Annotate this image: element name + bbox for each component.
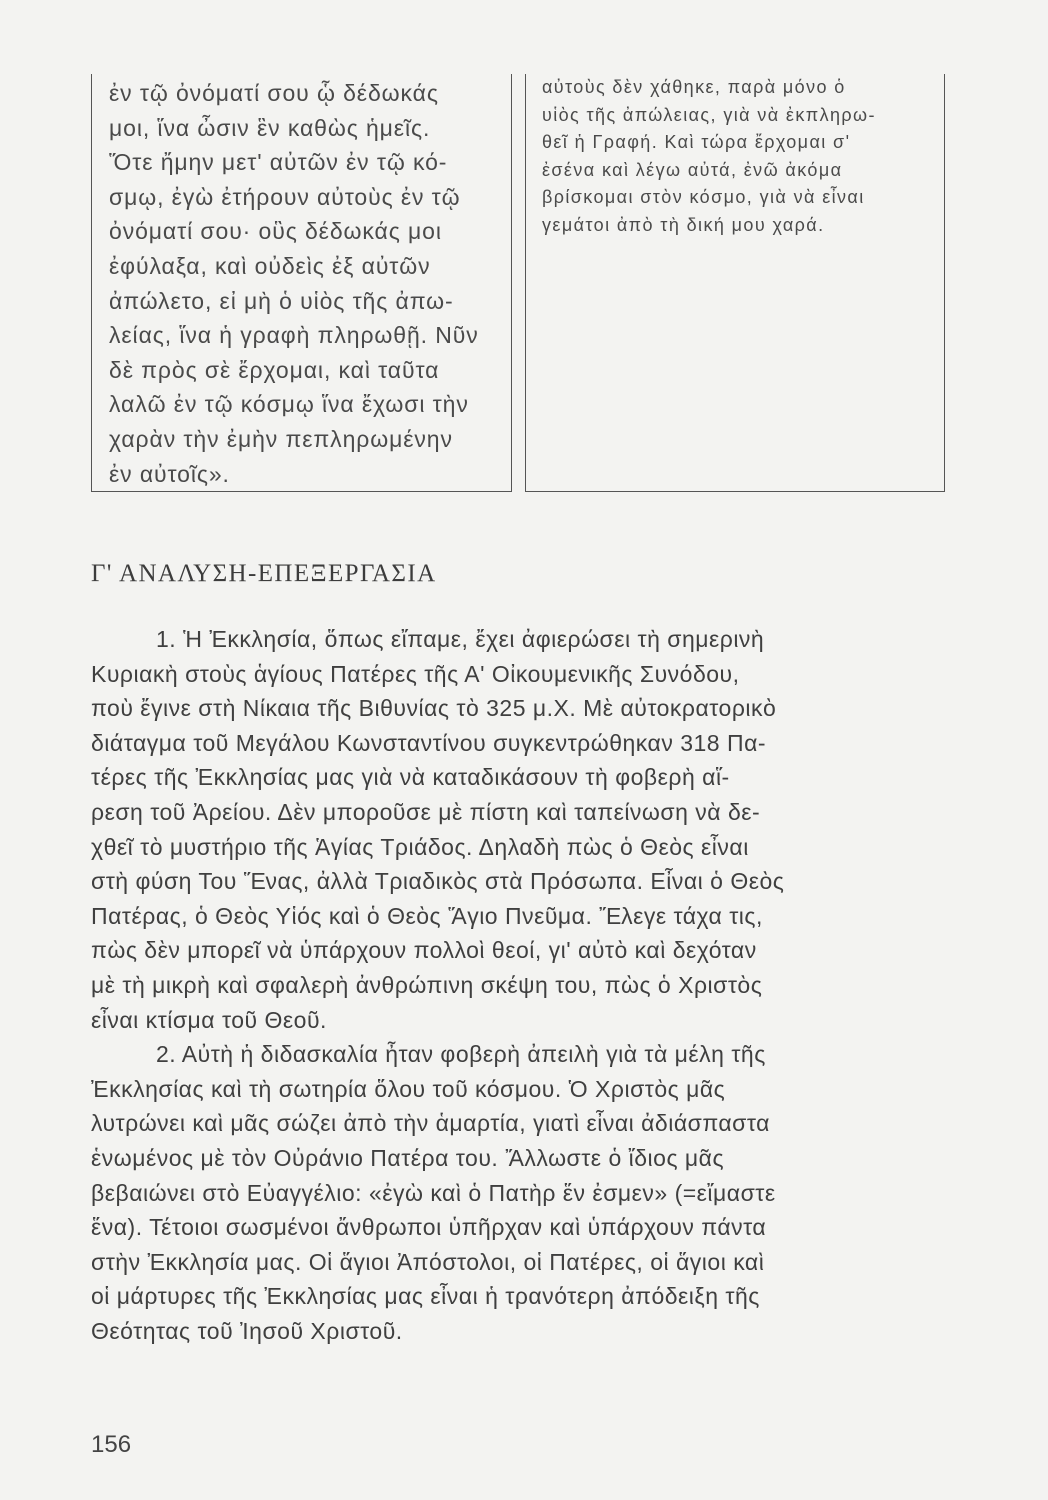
- text-line: Κυριακὴ στοὺς ἁγίους Πατέρες τῆς Α' Οἰκουμενικῆς Συνόδου,: [91, 660, 740, 687]
- text-line: τέρες τῆς Ἐκκλησίας μας γιὰ νὰ καταδικάσουν τὴ φοβερὴ αἵ-: [91, 764, 730, 791]
- text-line: εἶναι κτίσμα τοῦ Θεοῦ.: [91, 1006, 327, 1033]
- text-line: ποὺ ἔγινε στὴ Νίκαια τῆς Βιθυνίας τὸ 325 μ.Χ. Μὲ αὐτοκρατορικὸ: [91, 695, 777, 722]
- text-line: λαλῶ ἐν τῷ κόσμῳ ἵνα ἔχωσι τὴν: [109, 391, 469, 418]
- text-line: Θεότητας τοῦ Ἰησοῦ Χριστοῦ.: [91, 1317, 403, 1344]
- text-line: γεμάτοι ἀπὸ τὴ δική μου χαρά.: [542, 214, 825, 235]
- text-line: σμῳ, ἐγὼ ἐτήρουν αὐτοὺς ἐν τῷ: [109, 183, 461, 210]
- text-line: ὀνόματί σου· οὓς δέδωκάς μοι: [109, 218, 442, 245]
- text-line: Ἐκκλησίας καὶ τὴ σωτηρία ὅλου τοῦ κόσμου. Ὁ Χριστὸς μᾶς: [91, 1075, 726, 1102]
- text-line: χαρὰν τὴν ἐμὴν πεπληρωμένην: [109, 425, 453, 452]
- text-line: χθεῖ τὸ μυστήριο τῆς Ἁγίας Τριάδος. Δηλαδὴ πὼς ὁ Θεὸς εἶναι: [91, 833, 749, 860]
- text-line: ἐν τῷ ὀνόματί σου ᾧ δέδωκάς: [109, 80, 439, 106]
- text-line: Πατέρας, ὁ Θεὸς Υἱός καὶ ὁ Θεὸς Ἅγιο Πνεῦμα. Ἔλεγε τάχα τις,: [91, 902, 763, 929]
- text-line: υἱὸς τῆς ἀπώλειας, γιὰ νὰ ἐκπληρω-: [542, 104, 876, 125]
- text-line: ἕνα). Τέτοιοι σωσμένοι ἄνθρωποι ὑπῆρχαν καὶ ὑπάρχουν πάντα: [91, 1214, 767, 1241]
- text-line: οἱ μάρτυρες τῆς Ἐκκλησίας μας εἶναι ἡ τρανότερη ἀπόδειξη τῆς: [91, 1283, 760, 1310]
- paragraph-2-first-line: 2. Αὐτὴ ἡ διδασκαλία ἦταν φοβερὴ ἀπειλὴ γιὰ τὰ μέλη τῆς: [156, 1041, 766, 1068]
- right-column-box: [525, 74, 945, 492]
- text-line: λυτρώνει καὶ μᾶς σώζει ἀπὸ τὴν ἁμαρτία, γιατὶ εἶναι ἀδιάσπαστα: [91, 1110, 770, 1137]
- text-line: βρίσκομαι στὸν κόσμο, γιὰ νὰ εἶναι: [542, 187, 865, 208]
- text-line: θεῖ ἡ Γραφή. Καὶ τώρα ἔρχομαι σ': [542, 132, 851, 153]
- text-line: ἐφύλαξα, καὶ οὐδεὶς ἐξ αὐτῶν: [109, 252, 431, 279]
- text-line: ἐσένα καὶ λέγω αὐτά, ἐνῶ ἀκόμα: [542, 159, 843, 180]
- body-text: [91, 622, 961, 1348]
- right-column-text: [542, 74, 934, 240]
- text-line: Ὅτε ἤμην μετ' αὐτῶν ἐν τῷ κό-: [109, 149, 448, 176]
- page-number: 156: [91, 1431, 132, 1458]
- text-line: πὼς δὲν μπορεῖ νὰ ὑπάρχουν πολλοὶ θεοί, γι' αὐτὸ καὶ δεχόταν: [91, 937, 757, 964]
- text-line: διάταγμα τοῦ Μεγάλου Κωνσταντίνου συγκεντρώθηκαν 318 Πα-: [91, 729, 767, 756]
- text-line: ρεση τοῦ Ἀρείου. Δὲν μποροῦσε μὲ πίστη καὶ ταπείνωση νὰ δε-: [91, 798, 761, 825]
- text-line: ἀπώλετο, εἰ μὴ ὁ υἱὸς τῆς ἀπω-: [109, 287, 454, 314]
- text-line: ἑνωμένος μὲ τὸν Οὐράνιο Πατέρα του. Ἄλλωστε ὁ ἴδιος μᾶς: [91, 1144, 725, 1171]
- section-heading: Γ' ΑΝΑΛΥΣΗ-ΕΠΕΞΕΡΓΑΣΙΑ: [91, 560, 437, 587]
- left-column-text: [109, 76, 499, 491]
- text-line: ἐν αὐτοῖς».: [109, 460, 230, 487]
- text-line: βεβαιώνει στὸ Εὐαγγέλιο: «ἐγὼ καὶ ὁ Πατὴρ ἕν ἐσμεν» (=εἴμαστε: [91, 1179, 776, 1206]
- text-line: μοι, ἵνα ὦσιν ἓν καθὼς ἡμεῖς.: [109, 114, 431, 141]
- text-line: αὐτοὺς δὲν χάθηκε, παρὰ μόνο ὁ: [542, 77, 846, 97]
- text-line: λείας, ἵνα ἡ γραφὴ πληρωθῇ. Νῦν: [109, 322, 479, 349]
- text-line: μὲ τὴ μικρὴ καὶ σφαλερὴ ἀνθρώπινη σκέψη του, πὼς ὁ Χριστὸς: [91, 971, 763, 998]
- left-column-box: [91, 74, 512, 492]
- text-line: στὴν Ἐκκλησία μας. Οἱ ἅγιοι Ἀπόστολοι, οἱ Πατέρες, οἱ ἅγιοι καὶ: [91, 1248, 765, 1275]
- paragraph-1-first-line: 1. Ἡ Ἐκκλησία, ὅπως εἴπαμε, ἔχει ἀφιερώσει τὴ σημερινὴ: [156, 626, 765, 652]
- text-line: δὲ πρὸς σὲ ἔρχομαι, καὶ ταῦτα: [109, 356, 440, 383]
- text-line: στὴ φύση Του Ἕνας, ἀλλὰ Τριαδικὸς στὰ Πρόσωπα. Εἶναι ὁ Θεὸς: [91, 868, 785, 895]
